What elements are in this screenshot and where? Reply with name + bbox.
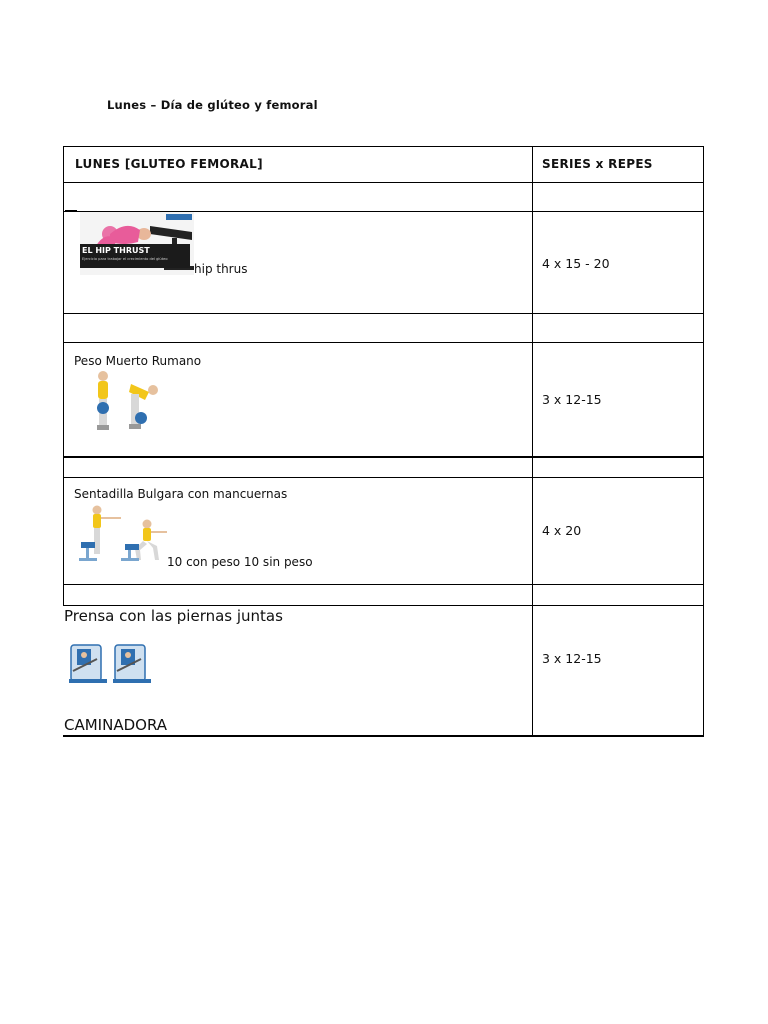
table-border-bottom [63,735,704,737]
sentadilla-bulgara-image [77,504,169,568]
column-divider [532,146,533,737]
row-divider [63,313,704,314]
dash-mark [65,210,77,211]
exercise-name-peso-muerto: Peso Muerto Rumano [74,354,202,368]
series-prensa: 3 x 12-15 [542,651,602,666]
row-divider [63,182,704,183]
table-border-left [63,146,64,606]
series-sentadilla-bulgara: 4 x 20 [542,523,582,538]
routine-table [63,146,704,737]
row-divider [63,456,704,458]
exercise-extra-caminadora: CAMINADORA [64,716,168,734]
series-hip-thrust: 4 x 15 - 20 [542,256,610,271]
page-title: Lunes – Día de glúteo y femoral [107,98,318,112]
series-peso-muerto: 3 x 12-15 [542,392,602,407]
table-border-top [63,146,704,147]
row-divider [63,342,704,343]
header-series: SERIES x REPES [542,157,653,171]
row-divider [63,605,704,606]
header-exercise: LUNES [GLUTEO FEMORAL] [75,157,263,171]
row-divider [63,477,704,478]
hip-thrust-image [80,212,194,275]
exercise-name-sentadilla-bulgara: Sentadilla Bulgara con mancuernas [74,487,288,501]
hip-thrust-image-caption: EL HIP THRUST [82,246,150,255]
row-divider [63,584,704,585]
exercise-note-sentadilla: 10 con peso 10 sin peso [167,555,313,569]
exercise-name-hip-thrust: hip thrus [194,262,248,276]
hip-thrust-image-subcaption: Ejercicio para trabajar el crecimiento del glúteo [82,257,168,261]
exercise-name-prensa: Prensa con las piernas juntas [64,607,283,625]
peso-muerto-image [91,370,165,440]
prensa-image [67,641,155,685]
table-border-right [703,146,704,737]
